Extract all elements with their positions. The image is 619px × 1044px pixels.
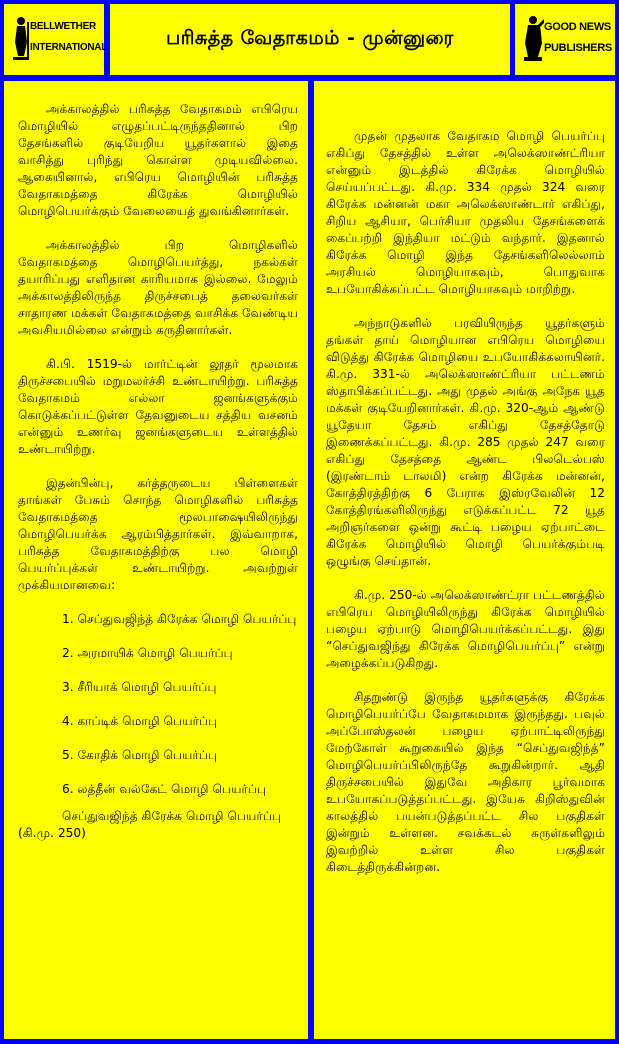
left-column (4, 81, 308, 1039)
list-item: 2. அரமாயிக் மொழி பெயர்ப்பு (62, 646, 233, 660)
left-paragraph: இதன்பின்பு, கர்த்தருடைய பிள்ளைகள் தாங்கள் பேசும் சொந்த மொழிகளில் பரிசுத்த வேதாகமத்தை மூலபாஷையிலிருந்து மொழிபெயர்க்க ஆரம்பித்தார்கள். இவ்வாறாக, பரிசுத்த வேதாகமத்திற்கு பல மொழி பெயர்ப்புக்கள் உண்டாயிற்று. அவற்றுள் முக்கியமானவை: (18, 476, 298, 592)
list-item: 5. கோதிக் மொழி பெயர்ப்பு (62, 748, 218, 762)
list-item: 1. செப்துவஜிந்த் கிரேக்க மொழி பெயர்ப்பு (62, 612, 297, 626)
good-news-logo-line1: GOOD NEWS (544, 21, 611, 33)
bellwether-logo-line1: BELLWETHER (30, 21, 96, 32)
trumpet-angel-icon (522, 15, 544, 61)
header-title-panel (110, 4, 510, 75)
left-paragraph: கி.பி. 1519-ல் மார்ட்டின் லூதர் மூலமாக திருச்சபையில் மறுமலர்ச்சி உண்டாயிற்று. பரிசுத்த வேதாகமம் எல்லா ஜனங்களுக்கும் கொடுக்கப்பட்டுள்ள தேவனுடைய சத்திய வசனம் என்னும் உணர்வு ஜனங்களுடைய உள்ளத்தில் உண்டாயிற்று. (18, 357, 298, 456)
right-paragraph: அந்நாடுகளில் பரவியிருந்த யூதர்களும் தங்கள் தாய் மொழியான எபிரெய மொழியை விடுத்து கிரேக்க மொழியை உபயோகிக்கலாயினர். கி.மு. 331-ல் அலெக்ஸாண்ட்ரியா பட்டணம் ஸ்தாபிக்கப்பட்டது. அது முதல் அங்கு அநேக யூத மக்கள் குடியேறினார்கள். கி.மு. 320-ஆம் ஆண்டு யூதேயா தேசம் எகிப்து தேசத்தோடு இணைக்கப்பட்டது. கி.மு. 285 முதல் 247 வரை எகிப்து தேசத்தை ஆண்ட பிலடெல்பஸ் (இரண்டாம் டாலமி) என்ற கிரேக்க மன்னன், கோத்திரத்திற்கு 6 பேராக இஸ்ரவேலின் 12 கோத்திரங்களிலிருந்து எடுக்கப்பட்ட 72 யூத அறிஞர்களை ஒன்று கூட்டி பழைய ஏற்பாட்டை கிரேக்க மொழியில் மொழி பெயர்க்கும்படி ஒழுங்கு செய்தான். (326, 316, 605, 568)
bellwether-logo-line2: INTERNATIONAL (30, 42, 108, 53)
bellwether-logo (4, 4, 108, 75)
right-paragraph: கி.மு. 250-ல் அலெக்ஸாண்ட்ரா பட்டணத்தில் எபிரெய மொழியிலிருந்து கிரேக்க மொழியில் பழைய ஏற்பாடு மொழிபெயர்க்கப்பட்டது. இது “செப்துவஜிந்து கிரேக்க மொழிபெயர்ப்பு” என்று அழைக்கப்படுகிறது. (326, 588, 605, 670)
left-paragraph: அக்காலத்தில் பிற மொழிகளில் வேதாகமத்தை மொழிபெயர்த்து, நகல்கள் தயாரிப்பது எளிதான காரியமாக இல்லை. மேலும் அக்காலத்திலிருந்த திருச்சபைத் தலைவர்கள் சாதாரண மக்கள் வேதாகமத்தை வாசிக்க வேண்டிய அவசியமில்லை என்றும் கருதினார்கள். (18, 238, 298, 337)
right-paragraph: முதன் முதலாக வேதாகம மொழி பெயர்ப்பு எகிப்து தேசத்தில் உள்ள அலெக்ஸாண்ட்ரியா என்னும் இடத்தில் கிரேக்க மொழியில் செய்யப்பட்டது. கி.மு. 334 முதல் 324 வரை கிரேக்க மன்னன் மகா அலெக்ஸாண்டார் எகிப்து, சிறிய ஆசியா, பெர்சியா முதலிய தேசங்களைக் கைப்பற்றி இந்தியா மட்டும் வந்தார். இதனால் கிரேக்க மொழி இந்த தேசங்களிலெல்லாம் அரசியல் மொழியாகவும், பொதுவாக உபயோகிக்கப்பட்ட மொழியாகவும் மாறிற்று. (326, 129, 605, 296)
list-item: 6. லத்தீன் வல்கேட் மொழி பெயர்ப்பு (62, 782, 267, 796)
list-item: 4. காப்டிக் மொழி பெயர்ப்பு (62, 714, 218, 728)
left-paragraph: அக்காலத்தில் பரிசுத்த வேதாகமம் எபிரெய மொழியில் எழுதப்பட்டிருந்ததினால் பிற தேசங்களில் குடியேறிய யூதர்களால் இதை வாசித்து புரிந்து கொள்ள முடியவில்லை. ஆகையினால், எபிரெய மொழியின் பரிசுத்த வேதாகமத்தை கிரேக்க மொழியில் மொழிபெயர்க்கும் வேலையைத் துவங்கினார்கள். (18, 102, 298, 218)
list-item: 3. சீரியாக் மொழி பெயர்ப்பு (62, 680, 217, 694)
page-title: பரிசுத்த வேதாகமம் - முன்னுரை (166, 27, 454, 49)
good-news-logo-line2: PUBLISHERS (544, 42, 612, 54)
good-news-logo (515, 4, 615, 75)
right-paragraph: சிதறுண்டு இருந்த யூதர்களுக்கு கிரேக்க மொழிபெயர்ப்பே வேதாகமமாக இருந்தது. பவுல் அப்போஸ்தலன் பழைய ஏற்பாட்டிலிருந்து மேற்கோள் கூறுகையில் இந்த “செப்துவஜிந்த்” மொழிபெயர்ப்பிலிருந்தே கூறுகின்றார். ஆதி திருச்சபையில் இதுவே அதிகார பூர்வமாக உபயோகப்படுத்தப்பட்டது. இயேசு கிறிஸ்துவின் காலத்தில் பயன்படுத்தப்பட்ட சில பகுதிகள் இன்றும் உள்ளன. சவக்கடல் சுருள்களிலும் இவற்றில் உள்ள சில பகுதிகள் கிடைத்திருக்கின்றன. (326, 690, 605, 874)
shepherd-figure-icon (11, 16, 31, 60)
right-column (314, 81, 615, 1039)
translation-list (18, 611, 298, 842)
closing-heading: செப்துவஜிந்த் கிரேக்க மொழி பெயர்ப்பு (கி.மு. 250) (18, 809, 282, 840)
